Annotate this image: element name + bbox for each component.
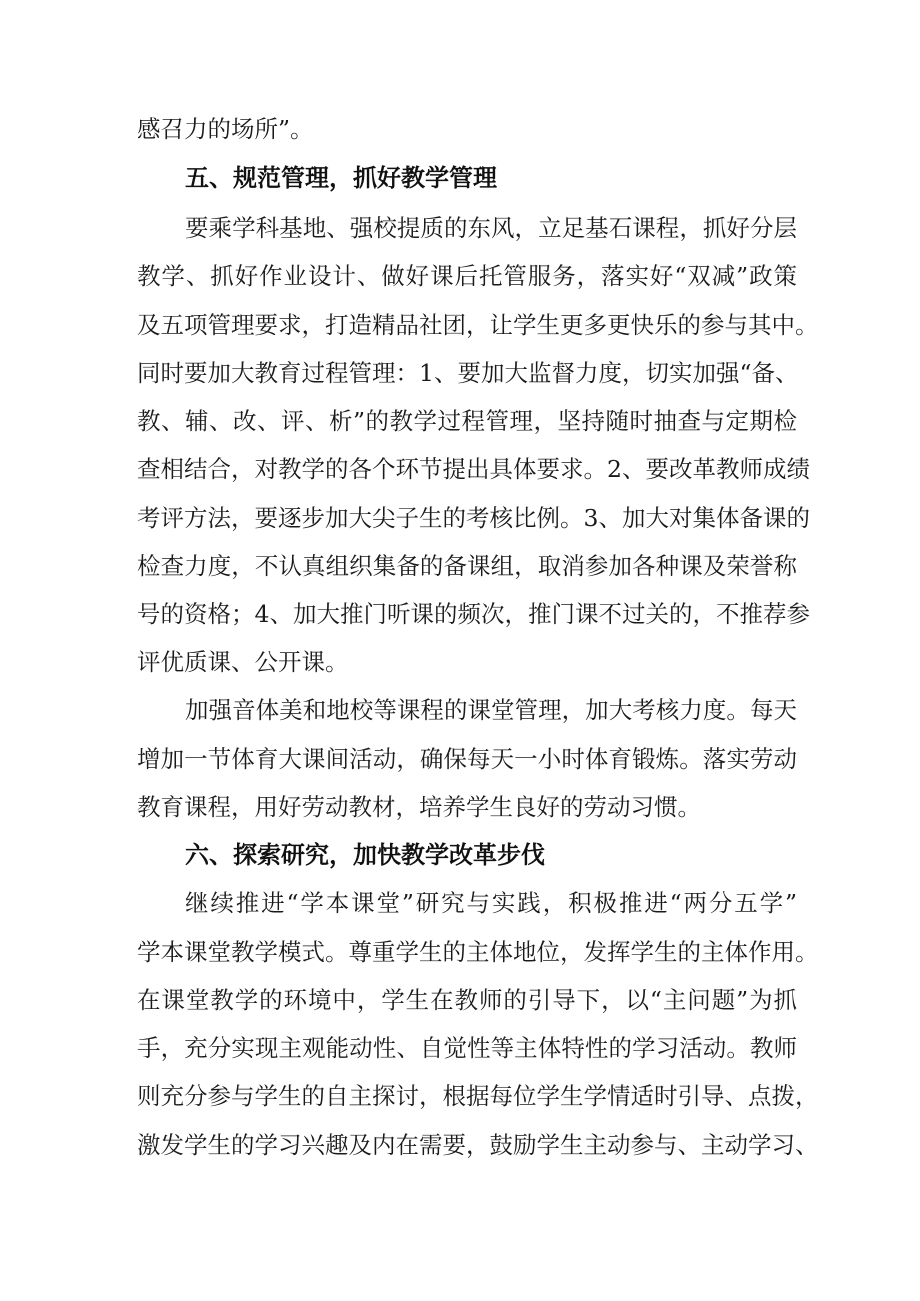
paragraph-line: 教、辅、改、评、析”的教学过程管理，坚持随时抽查与定期检 (137, 407, 797, 435)
paragraph-line: 同时要加大教育过程管理：1、要加大监督力度，切实加强“备、 (137, 359, 799, 387)
paragraph-line: 要乘学科基地、强校提质的东风，立足基石课程，抓好分层 (185, 214, 797, 242)
paragraph-line: 号的资格；4、加大推门听课的频次，推门课不过关的，不推荐参 (137, 600, 810, 628)
paragraph-line: 考评方法，要逐步加大尖子生的考核比例。3、加大对集体备课的 (137, 504, 810, 532)
section-heading-6: 六、探索研究，加快教学改革步伐 (185, 841, 545, 869)
paragraph-line: 评优质课、公开课。 (137, 648, 349, 676)
paragraph-line: 教学、抓好作业设计、做好课后托管服务，落实好“双减”政策 (137, 262, 797, 290)
paragraph-line: 手，充分实现主观能动性、自觉性等主体特性的学习活动。教师 (137, 1034, 797, 1062)
paragraph-line: 感召力的场所”。 (137, 115, 314, 143)
paragraph-line: 继续推进“学本课堂”研究与实践，积极推进“两分五学” (185, 889, 797, 917)
paragraph-line: 及五项管理要求，打造精品社团，让学生更多更快乐的参与其中。 (137, 311, 819, 339)
paragraph-line: 激发学生的学习兴趣及内在需要，鼓励学生主动参与、主动学习、 (137, 1131, 819, 1159)
paragraph-line: 查相结合，对教学的各个环节提出具体要求。2、要改革教师成绩 (137, 455, 810, 483)
paragraph-line: 学本课堂教学模式。尊重学生的主体地位，发挥学生的主体作用。 (137, 938, 819, 966)
paragraph-line: 则充分参与学生的自主探讨，根据每位学生学情适时引导、点拨， (137, 1082, 819, 1110)
paragraph-line: 增加一节体育大课间活动，确保每天一小时体育锻炼。落实劳动 (137, 745, 797, 773)
paragraph-line: 在课堂教学的环境中，学生在教师的引导下，以“主问题”为抓 (137, 986, 797, 1014)
paragraph-line: 加强音体美和地校等课程的课堂管理，加大考核力度。每天 (185, 696, 797, 724)
paragraph-line: 检查力度，不认真组织集备的备课组，取消参加各种课及荣誉称 (137, 552, 797, 580)
paragraph-line: 教育课程，用好劳动教材，培养学生良好的劳动习惯。 (137, 793, 701, 821)
section-heading-5: 五、规范管理，抓好教学管理 (185, 164, 497, 192)
